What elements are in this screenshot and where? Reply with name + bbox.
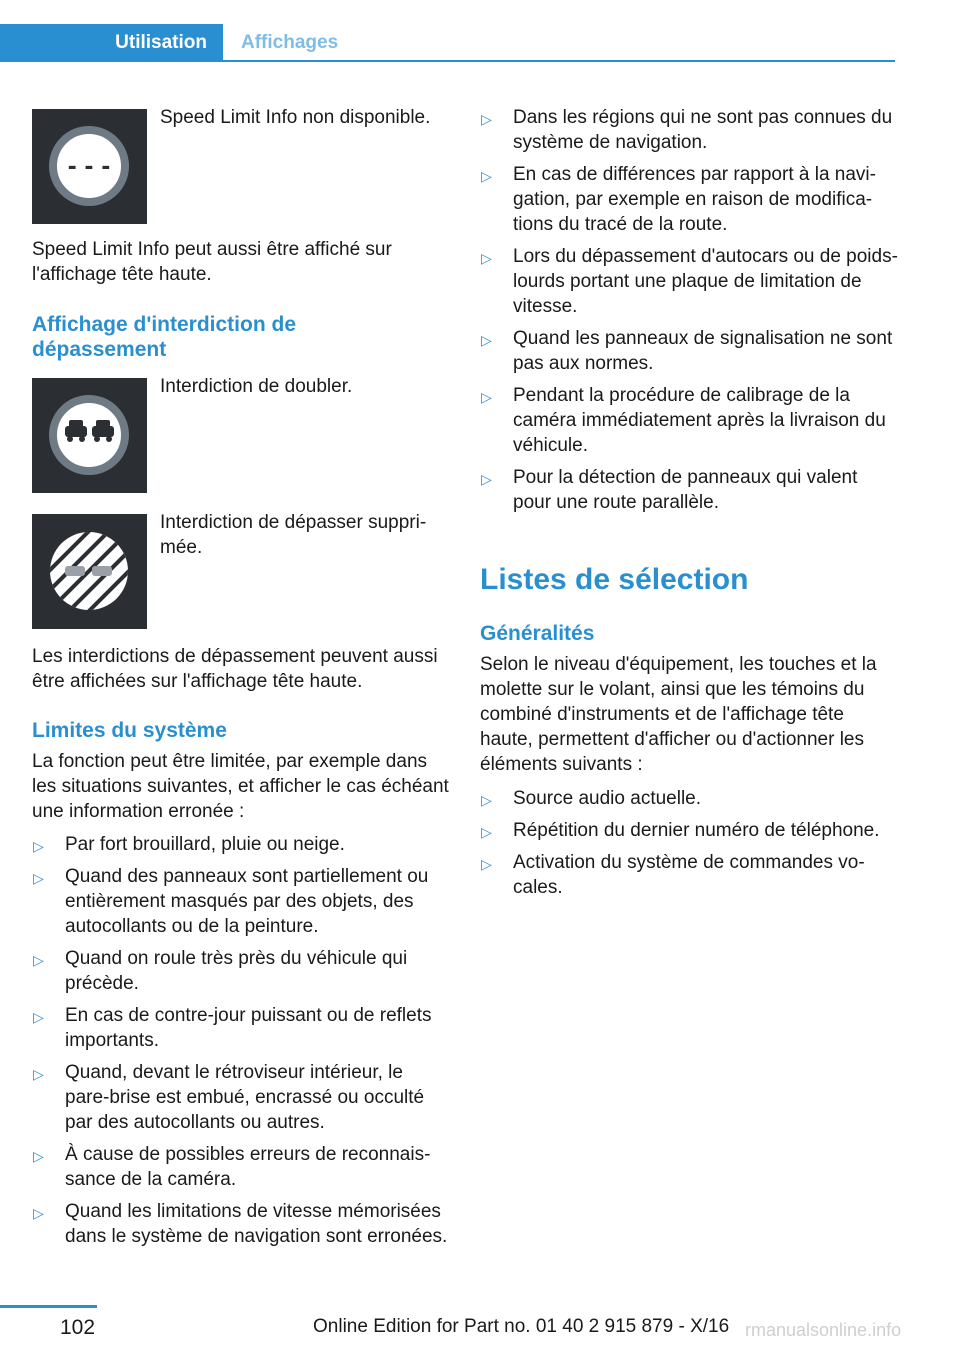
list-item: ▷ Par fort brouillard, pluie ou neige. xyxy=(32,832,452,857)
bullet-arrow-icon: ▷ xyxy=(33,952,44,968)
general-paragraph: Selon le niveau d'équipement, les touches et la molette sur le volant, ainsi que les témoins du combiné d'instruments et de l'affichage tête haute, permettent d'afficher ou d'actionner les éléments suivants : xyxy=(480,654,877,775)
bullet-arrow-icon: ▷ xyxy=(481,168,492,184)
list-item: ▷ Lors du dépassement d'autocars ou de poids-lourds portant une plaque de limitation de vitesse. xyxy=(481,246,898,317)
bullet-arrow-icon: ▷ xyxy=(33,1009,44,1025)
sign-glyph: - - - xyxy=(67,155,111,180)
list-item: ▷ Quand les panneaux de signalisation ne sont pas aux normes. xyxy=(481,328,893,374)
limits-list-continued xyxy=(480,105,900,515)
header-rule xyxy=(0,60,895,62)
list-item: ▷ Quand on roule très près du véhicule qui précède. xyxy=(33,948,408,994)
sign3-caption: Interdiction de dépasser supprimée. xyxy=(160,512,427,558)
bullet-arrow-icon: ▷ xyxy=(33,870,44,886)
heading-general: Généralités xyxy=(480,622,595,645)
heading-system-limits: Limites du système xyxy=(32,719,227,742)
bullet-arrow-icon: ▷ xyxy=(481,824,492,840)
no-overtaking-icon xyxy=(32,378,147,493)
tab-affichages[interactable]: Affichages xyxy=(241,32,339,53)
sign1-caption: Speed Limit Info non disponible. xyxy=(160,107,431,128)
list-item: ▷ À cause de possibles erreurs de reconnaissance de la caméra. xyxy=(33,1144,431,1190)
bullet-arrow-icon: ▷ xyxy=(33,838,44,854)
selection-list xyxy=(480,786,900,900)
bullet-arrow-icon: ▷ xyxy=(33,1205,44,1221)
list-item: ▷ Répétition du dernier numéro de téléphone. xyxy=(480,818,900,843)
list-item: ▷ Activation du système de commandes vocales. xyxy=(481,852,865,898)
list-item: ▷ Dans les régions qui ne sont pas connues du système de navigation. xyxy=(481,107,893,153)
bullet-arrow-icon: ▷ xyxy=(481,471,492,487)
list-item: ▷ En cas de différences par rapport à la navigation, par exemple en raison de modifications du tracé de la route. xyxy=(481,164,876,235)
heading-overtaking: Affichage d'interdiction de dépassement xyxy=(32,313,297,361)
tab-utilisation[interactable]: Utilisation xyxy=(0,24,223,62)
bullet-arrow-icon: ▷ xyxy=(481,332,492,348)
list-item: ▷ Quand les limitations de vitesse mémorisées dans le système de navigation sont erronées. xyxy=(33,1201,448,1247)
footer-rule xyxy=(0,1305,97,1308)
bullet-arrow-icon: ▷ xyxy=(481,389,492,405)
list-item: ▷ En cas de contre-jour puissant ou de reflets importants. xyxy=(33,1005,432,1051)
list-item: ▷ Pour la détection de panneaux qui valent pour une route parallèle. xyxy=(481,467,858,513)
list-item: ▷ Source audio actuelle. xyxy=(480,786,900,811)
hud-paragraph-1: Speed Limit Info peut aussi être affiché sur l'affichage tête haute. xyxy=(32,239,392,285)
bullet-arrow-icon: ▷ xyxy=(33,1148,44,1164)
heading-selection-lists: Listes de sélection xyxy=(480,563,749,596)
end-no-overtaking-icon xyxy=(32,514,147,629)
list-item: ▷ Pendant la procédure de calibrage de la caméra immédiatement après la livraison du véhicule. xyxy=(481,385,886,456)
page-number: 102 xyxy=(60,1316,96,1339)
watermark: rmanualsonline.info xyxy=(745,1320,902,1340)
speed-limit-unavailable-icon xyxy=(32,109,147,224)
bullet-arrow-icon: ▷ xyxy=(481,111,492,127)
sign2-caption: Interdiction de doubler. xyxy=(160,376,353,397)
limits-list xyxy=(32,832,452,1249)
bullet-arrow-icon: ▷ xyxy=(481,250,492,266)
edition-note: Online Edition for Part no. 01 40 2 915 879 - X/16 xyxy=(313,1316,730,1337)
list-item: ▷ Quand, devant le rétroviseur intérieur, le pare-brise est embué, encrassé ou occulté par des autocollants ou autres. xyxy=(33,1062,425,1133)
list-item: ▷ Quand des panneaux sont partiellement ou entièrement masqués par des objets, des autocollants ou de la peinture. xyxy=(33,866,429,937)
header-bar xyxy=(0,0,895,62)
bullet-arrow-icon: ▷ xyxy=(481,792,492,808)
bullet-arrow-icon: ▷ xyxy=(33,1066,44,1082)
hud-paragraph-2: Les interdictions de dépassement peuvent aussi être affichées sur l'affichage tête haute. xyxy=(32,646,438,692)
limits-intro: La fonction peut être limitée, par exemple dans les situations suivantes, et afficher le cas échéant une information erronée : xyxy=(32,751,449,822)
bullet-arrow-icon: ▷ xyxy=(481,856,492,872)
